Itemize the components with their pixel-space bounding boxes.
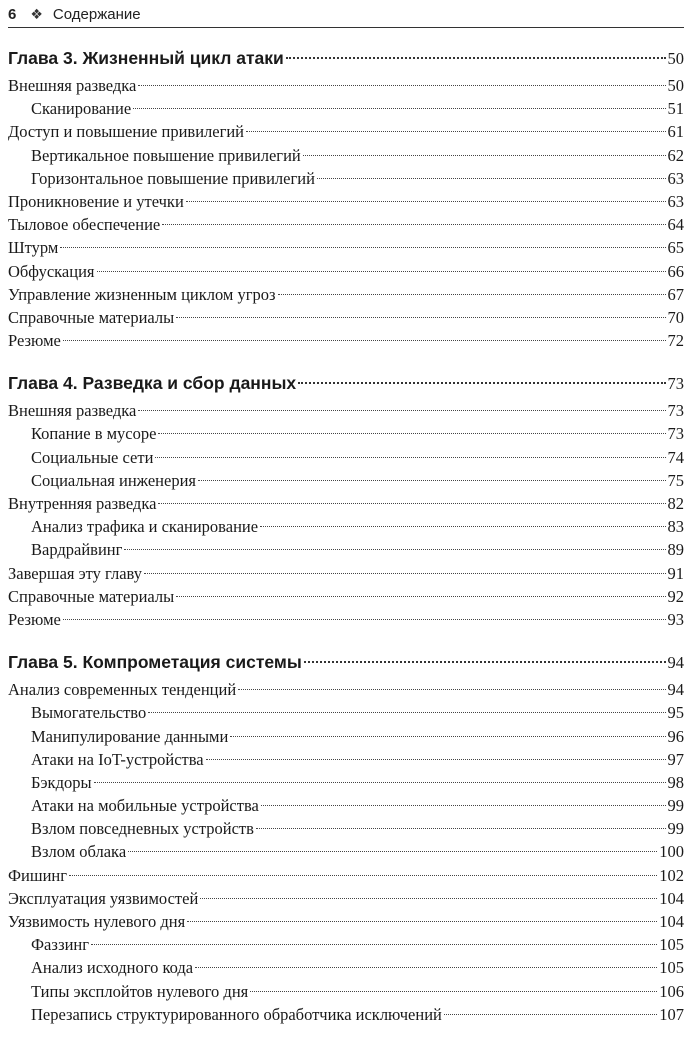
- chapter-heading[interactable]: [8, 369, 684, 397]
- dot-leader: [138, 85, 665, 86]
- chapter-heading-page: 73: [667, 374, 684, 394]
- dot-leader: [238, 689, 665, 690]
- toc-entry-page: 91: [667, 563, 684, 583]
- chapter-heading-page: 94: [667, 653, 684, 673]
- dot-leader: [60, 247, 665, 248]
- toc-entry-title: Анализ современных тенденций: [8, 680, 237, 700]
- toc-entry-page: 104: [659, 912, 684, 931]
- chapter-heading[interactable]: [8, 44, 684, 72]
- toc-entry[interactable]: [8, 120, 684, 143]
- toc-subentry[interactable]: [8, 771, 684, 794]
- toc-subentry-page: 89: [667, 540, 684, 560]
- chapter-section: [8, 369, 684, 631]
- toc-entry-page: 64: [667, 215, 684, 235]
- dot-leader: [206, 759, 666, 760]
- toc-entry-title: Резюме: [8, 331, 61, 351]
- toc-entry-page: 63: [667, 191, 684, 211]
- toc-subentry[interactable]: [8, 469, 684, 492]
- toc-subentry[interactable]: [8, 515, 684, 538]
- toc-subentry[interactable]: [8, 446, 684, 469]
- dot-leader: [162, 224, 665, 225]
- toc-subentry[interactable]: [8, 840, 684, 863]
- dot-leader: [186, 201, 666, 202]
- toc-subentry-page: 99: [667, 819, 684, 839]
- toc-entry-title: Резюме: [8, 609, 61, 629]
- toc-subentry[interactable]: [8, 701, 684, 724]
- dot-leader: [144, 573, 665, 574]
- toc-subentry-page: 63: [667, 168, 684, 188]
- chapter-heading-title: Глава 3. Жизненный цикл атаки: [8, 48, 284, 68]
- toc-subentry-title: Взлом повседневных устройств: [31, 819, 254, 839]
- toc-subentry-page: 96: [667, 726, 684, 746]
- dot-leader: [246, 131, 665, 132]
- toc-subentry-title: Взлом облака: [31, 842, 127, 862]
- toc-entry-title: Проникновение и утечки: [8, 191, 184, 211]
- toc-entry-page: 82: [667, 494, 684, 513]
- toc-subentry-page: 107: [659, 1004, 684, 1024]
- dot-leader: [444, 1014, 657, 1015]
- toc-subentry-page: 100: [659, 842, 684, 862]
- toc-subentry[interactable]: [8, 538, 684, 561]
- toc-subentry-title: Фаззинг: [31, 935, 90, 955]
- toc-subentry-title: Типы эксплойтов нулевого дня: [31, 981, 249, 1001]
- toc-subentry-title: Сканирование: [31, 99, 132, 119]
- toc-subentry-title: Бэкдоры: [31, 772, 92, 792]
- toc-entry-title: Справочные материалы: [8, 586, 175, 606]
- toc-entry[interactable]: [8, 399, 684, 422]
- toc-subentry-title: Анализ трафика и сканирование: [31, 517, 259, 537]
- toc-subentry-title: Перезапись структурированного обработчика исключений: [31, 1004, 442, 1024]
- toc-subentry[interactable]: [8, 144, 684, 167]
- toc-subentry-title: Анализ исходного кода: [31, 958, 194, 978]
- running-header-title: Содержание: [52, 5, 141, 23]
- toc-entry-page: 67: [667, 284, 684, 304]
- dot-leader: [230, 736, 665, 737]
- dot-leader: [63, 340, 666, 341]
- running-header: [8, 2, 684, 26]
- toc-entry[interactable]: [8, 585, 684, 608]
- toc-entry-title: Завершая эту главу: [8, 563, 143, 583]
- toc-entry-page: 104: [659, 888, 684, 908]
- toc-subentry-page: 51: [667, 99, 684, 119]
- toc-subentry-page: 62: [667, 145, 684, 165]
- dot-leader: [278, 294, 666, 295]
- toc-entry-page: 61: [667, 122, 684, 142]
- dot-leader: [256, 828, 666, 829]
- toc-entry[interactable]: [8, 608, 684, 631]
- dot-leader: [69, 875, 657, 876]
- toc-subentry-page: 75: [667, 470, 684, 490]
- toc-entry-title: Тыловое обеспечение: [8, 215, 161, 235]
- toc-entry-page: 66: [667, 261, 684, 281]
- dot-leader: [198, 480, 666, 481]
- dot-leader: [176, 596, 665, 597]
- toc-subentry[interactable]: [8, 422, 684, 445]
- page-number: 6: [8, 5, 17, 23]
- dot-leader: [158, 503, 665, 504]
- toc-subentry-page: 74: [667, 447, 684, 467]
- dot-leader: [260, 526, 665, 527]
- chapter-section: [8, 44, 684, 352]
- toc-subentry[interactable]: [8, 1003, 684, 1026]
- toc-entry-page: 94: [667, 680, 684, 700]
- dot-leader: [303, 155, 666, 156]
- dot-leader: [286, 57, 666, 59]
- toc-entry-title: Внешняя разведка: [8, 76, 137, 95]
- toc-entry-title: Фишинг: [8, 865, 67, 885]
- toc-entry-title: Внутренняя разведка: [8, 494, 157, 513]
- toc-entry-title: Справочные материалы: [8, 307, 175, 327]
- toc-subentry-page: 73: [667, 424, 684, 444]
- toc-entry[interactable]: [8, 562, 684, 585]
- toc-entry-title: Доступ и повышение привилегий: [8, 122, 245, 142]
- toc-entry[interactable]: [8, 678, 684, 701]
- dot-leader: [261, 805, 666, 806]
- dot-leader: [148, 712, 665, 713]
- toc-subentry[interactable]: [8, 725, 684, 748]
- dot-leader: [128, 851, 657, 852]
- dot-leader: [124, 549, 665, 550]
- dot-leader: [155, 457, 665, 458]
- toc-subentry-title: Манипулирование данными: [31, 726, 229, 746]
- chapter-heading-page: 50: [667, 49, 684, 68]
- toc-subentry-page: 99: [667, 796, 684, 816]
- chapter-heading-title: Глава 4. Разведка и сбор данных: [8, 373, 297, 394]
- dot-leader: [133, 108, 665, 109]
- toc-subentry[interactable]: [8, 817, 684, 840]
- toc-subentry-title: Атаки на IoT-устройства: [31, 749, 204, 769]
- dot-leader: [91, 944, 657, 945]
- toc-entry[interactable]: [8, 910, 684, 933]
- dot-leader: [158, 433, 665, 434]
- toc-subentry[interactable]: [8, 97, 684, 120]
- toc-subentry-page: 97: [667, 749, 684, 769]
- chapter-section: [8, 648, 684, 1026]
- toc-subentry[interactable]: [8, 794, 684, 817]
- toc-subentry-title: Копание в мусоре: [31, 424, 157, 444]
- toc-entry-title: Внешняя разведка: [8, 401, 137, 421]
- dot-leader: [94, 782, 666, 783]
- toc-entry-title: Обфускация: [8, 261, 95, 281]
- toc-subentry[interactable]: [8, 980, 684, 1003]
- toc-subentry-page: 95: [667, 703, 684, 723]
- toc-entry-page: 70: [667, 307, 684, 327]
- toc-entry[interactable]: [8, 260, 684, 283]
- toc-subentry-title: Вертикальное повышение привилегий: [31, 145, 301, 165]
- toc-subentry-page: 83: [667, 517, 684, 537]
- toc-subentry-title: Вардрайвинг: [31, 540, 123, 560]
- toc-subentry-title: Социальная инженерия: [31, 470, 196, 490]
- diamond-ornament-icon: ❖: [30, 5, 43, 22]
- toc-entry-title: Штурм: [8, 238, 59, 258]
- toc-entry[interactable]: [8, 283, 684, 306]
- dot-leader: [304, 661, 666, 663]
- toc-entry-title: Уязвимость нулевого дня: [8, 912, 186, 931]
- dot-leader: [176, 317, 665, 318]
- dot-leader: [138, 410, 665, 411]
- chapter-heading-title: Глава 5. Компрометация системы: [8, 652, 302, 673]
- toc-subentry-page: 105: [659, 935, 684, 955]
- dot-leader: [200, 898, 657, 899]
- toc-entry[interactable]: [8, 864, 684, 887]
- toc-subentry-page: 105: [659, 958, 684, 978]
- toc-subentry-page: 98: [667, 772, 684, 792]
- toc-entry-page: 50: [667, 76, 684, 95]
- toc-subentry[interactable]: [8, 167, 684, 190]
- toc-subentry-page: 106: [659, 981, 684, 1001]
- toc-subentry-title: Вымогательство: [31, 703, 147, 723]
- toc-subentry-title: Социальные сети: [31, 447, 154, 467]
- dot-leader: [187, 921, 657, 922]
- toc-subentry-title: Атаки на мобильные устройства: [31, 796, 259, 816]
- dot-leader: [195, 967, 657, 968]
- toc-subentry[interactable]: [8, 748, 684, 771]
- dot-leader: [317, 178, 666, 179]
- toc-entry[interactable]: [8, 190, 684, 213]
- toc-entry[interactable]: [8, 306, 684, 329]
- toc-subentry-title: Горизонтальное повышение привилегий: [31, 168, 315, 188]
- toc-entry[interactable]: [8, 236, 684, 259]
- toc-entry-page: 72: [667, 331, 684, 351]
- toc-entry-page: 65: [667, 238, 684, 258]
- toc-entry[interactable]: [8, 213, 684, 236]
- toc-entry-page: 102: [659, 865, 684, 885]
- toc-subentry[interactable]: [8, 933, 684, 956]
- dot-leader: [63, 619, 666, 620]
- toc-entry[interactable]: [8, 492, 684, 515]
- toc-entry-title: Управление жизненным циклом угроз: [8, 284, 276, 304]
- toc-entry[interactable]: [8, 329, 684, 352]
- dot-leader: [97, 271, 666, 272]
- toc-subentry[interactable]: [8, 956, 684, 979]
- dot-leader: [250, 991, 657, 992]
- header-divider: [8, 27, 684, 28]
- toc-entry-page: 92: [667, 586, 684, 606]
- toc-entry-page: 93: [667, 609, 684, 629]
- toc-entry-page: 73: [667, 401, 684, 421]
- chapter-heading[interactable]: [8, 648, 684, 676]
- toc-entry-title: Эксплуатация уязвимостей: [8, 888, 199, 908]
- toc-entry[interactable]: [8, 74, 684, 97]
- table-of-contents: [8, 44, 684, 1043]
- dot-leader: [298, 382, 665, 384]
- toc-entry[interactable]: [8, 887, 684, 910]
